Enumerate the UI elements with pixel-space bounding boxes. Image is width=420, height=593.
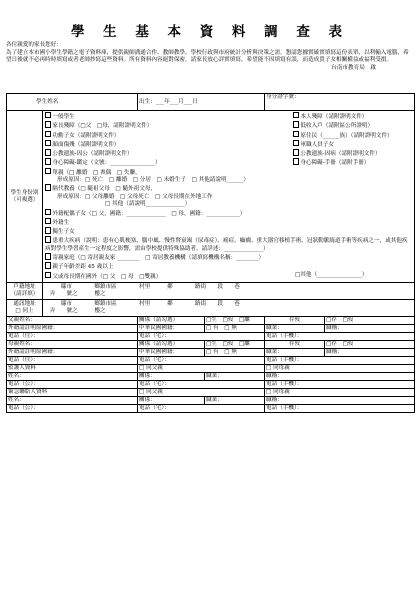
- mother-mobile[interactable]: 電話（手機）：: [265, 357, 415, 365]
- identity-item[interactable]: 隔代教養（□ 隨祖父母 □ 隨外祖父母，: [45, 184, 412, 193]
- mother-living-label: 存歿: [265, 341, 325, 349]
- father-foreign[interactable]: 外籍請註明原國籍：: [7, 325, 138, 333]
- mother-alive[interactable]: □生 □歿 □繼: [205, 341, 265, 349]
- mother-job[interactable]: 職業：: [265, 349, 325, 357]
- identity-subitem[interactable]: □ 其他（請說明______________）: [105, 201, 191, 208]
- guardian-tel-home[interactable]: 電話（宅）：: [138, 381, 265, 389]
- father-nationality: 中華民國國籍：: [138, 325, 205, 333]
- identity-options: [43, 111, 415, 283]
- father-living-label: 存歿: [265, 317, 325, 325]
- identity-item[interactable]: 寄親家庭（□ 寄居親友家 ________ □ 寄居教養機構（請填寫機構名稱：________）: [45, 253, 412, 262]
- identity-item[interactable]: 外籍配偶子女（□ 父，國籍：______________ □ 母，國籍：____________）: [45, 209, 412, 218]
- intro-body: 為了建立本市國小學生學籍之電子資料庫，提供親師溝通合作、教師教學、學校行政與市府統計分析與決策之需，懇請您據實確實填寫這份表單，以利輸入電腦，希望日後就不必再時時填寫或者老師抄寫這些資料。所有資料內容絕對保密，請家長放心詳實填寫，希望能不因填寫有誤，而造成貴子女相關權益或福利受損。: [6, 49, 409, 64]
- identity-item[interactable]: 公教遺族-因公（請附證明文件）: [45, 149, 293, 158]
- father-alive[interactable]: □生 □歿 □繼: [205, 317, 265, 325]
- mother-living[interactable]: □存 □歿: [325, 341, 415, 349]
- emergency-same-mother[interactable]: □ 同母親: [265, 389, 415, 397]
- father-living[interactable]: □存 □歿: [325, 317, 415, 325]
- student-name-label: 學生姓名: [7, 94, 138, 111]
- mailing-label: 通訊地址 □ 同上: [7, 300, 43, 317]
- mother-title[interactable]: 職稱：: [325, 349, 415, 357]
- intro-text: [6, 42, 414, 72]
- mother-name[interactable]: 母親姓名：: [7, 341, 138, 349]
- identity-item[interactable]: 家長殘障（□父 □母，請附證明文件）: [45, 121, 293, 130]
- emergency-mobile[interactable]: 電話（手機）：: [265, 405, 415, 413]
- father-mobile[interactable]: 電話（手機）：: [265, 333, 415, 341]
- form-title: 學 生 基 本 資 料 調 查 表: [70, 24, 350, 40]
- domicile-label: 戶籍地址 （請詳填）: [7, 283, 43, 300]
- identity-item[interactable]: 公教遺族-因病（請附證明文件）: [293, 149, 412, 158]
- emergency-title[interactable]: 職稱：: [265, 397, 415, 405]
- identity-item[interactable]: 本人殘障（請附證明文件）: [293, 112, 412, 121]
- birth-field[interactable]: 出生：___年___月___日: [138, 94, 265, 111]
- emergency-tel-office[interactable]: 電話（公）：: [7, 405, 138, 413]
- father-name[interactable]: 父親姓名：: [7, 317, 138, 325]
- emergency-job[interactable]: 職業：: [205, 397, 265, 405]
- father-nationality-choice[interactable]: □ 有 □ 無: [205, 325, 265, 333]
- guardian-name[interactable]: 姓名：: [7, 373, 138, 381]
- father-relation[interactable]: 關係（請勾選）: [138, 317, 205, 325]
- father-tel-day[interactable]: 電話（宅）：: [138, 333, 265, 341]
- identity-item[interactable]: 原住民（______族）（請附證明文件）: [293, 131, 412, 140]
- identity-item[interactable]: 一般學生: [45, 112, 293, 121]
- greeting: 各位親愛的家長您好：: [6, 42, 62, 48]
- mother-tel-day[interactable]: 電話（宅）：: [138, 357, 265, 365]
- mother-relation[interactable]: 關係（請勾選）: [138, 341, 205, 349]
- guardian-title[interactable]: 職稱：: [265, 373, 415, 381]
- domicile-address[interactable]: 縣市 鄉鎮市區 村里 鄰 路街 段 巷 弄 號之 樓之: [43, 283, 415, 300]
- id-number-field[interactable]: 身分證字號：: [265, 94, 415, 111]
- emergency-label: 緊急聯絡人資料: [7, 389, 138, 397]
- identity-item[interactable]: 親子年齡差距 45 歲以上: [45, 262, 412, 271]
- father-tel-home[interactable]: 電話（住）：: [7, 333, 138, 341]
- identity-item[interactable]: 功勳子女（請附證明文件）: [45, 131, 293, 140]
- emergency-name[interactable]: 姓名：: [7, 397, 138, 405]
- mother-nationality: 中華民國國籍：: [138, 349, 205, 357]
- guardian-label: 監護人資料: [7, 365, 138, 373]
- signature: 台南市教育局 啟: [331, 64, 376, 71]
- guardian-mobile[interactable]: 電話（手機）：: [265, 381, 415, 389]
- guardian-job[interactable]: 職業：: [205, 373, 265, 381]
- identity-item[interactable]: 身心障礙-手冊（請附手冊）: [293, 158, 412, 167]
- mother-foreign[interactable]: 外籍請註明原國籍：: [7, 349, 138, 357]
- identity-subitem[interactable]: 形成原因：□ 死亡 □ 離婚 □ 分居 □ 未婚生子 □ 其他請說明______）: [57, 177, 249, 184]
- guardian-tel-office[interactable]: 電話（公）：: [7, 381, 138, 389]
- identity-subitem[interactable]: 形成原因：□ 父母離婚 □ 父母死亡 □ 父母長期在外地工作: [57, 193, 213, 200]
- identity-item[interactable]: 軍職人員子女: [293, 140, 412, 149]
- identity-label: 學生身份別（可複選）: [7, 111, 43, 283]
- identity-item[interactable]: 低收入戶（請附區公所證明）: [293, 121, 412, 130]
- father-job[interactable]: 職業：: [265, 325, 325, 333]
- mother-nationality-choice[interactable]: □ 有 □ 無: [205, 349, 265, 357]
- emergency-same-father[interactable]: □ 同父親: [138, 389, 265, 397]
- identity-item[interactable]: 顏面傷殘（請附證明文件）: [45, 140, 293, 149]
- identity-item[interactable]: □其他（________________）: [295, 271, 368, 278]
- father-title[interactable]: 職稱：: [325, 325, 415, 333]
- guardian-same-father[interactable]: □ 同父親: [138, 365, 265, 373]
- identity-item[interactable]: 外籍生: [45, 218, 412, 227]
- guardian-same-mother[interactable]: □ 同母親: [265, 365, 415, 373]
- identity-item[interactable]: 獨生子女: [45, 227, 412, 236]
- identity-item[interactable]: 患重大疾病（說明：患有心肌梗塞、腦中風、慢性腎衰竭（尿毒症）、癌症、癲癇、重大器官移植手術、冠狀動脈繞道手術等疾病之一，或其他疾病對學生學習產生一定程度之影響，需由學校提供特殊協助者。請詳述：______________）: [45, 238, 408, 252]
- emergency-relation[interactable]: 關係：: [138, 397, 205, 405]
- identity-item[interactable]: 身心障礙-鑑定（文號：________________）: [45, 158, 293, 167]
- form-table: [6, 93, 414, 413]
- mailing-address[interactable]: 縣市 鄉鎮市區 村里 鄰 路街 段 巷 弄 號之 樓之: [43, 300, 415, 317]
- guardian-relation[interactable]: 關係：: [138, 373, 205, 381]
- identity-item[interactable]: 單親（□ 離婚 □ 喪偶 □ 失聯，: [45, 168, 412, 177]
- identity-item[interactable]: 父或母長期在國外（□ 父 □ 母 □雙親）: [45, 272, 295, 281]
- emergency-tel-home[interactable]: 電話（宅）：: [138, 405, 265, 413]
- mother-tel-home[interactable]: 電話（住）：: [7, 357, 138, 365]
